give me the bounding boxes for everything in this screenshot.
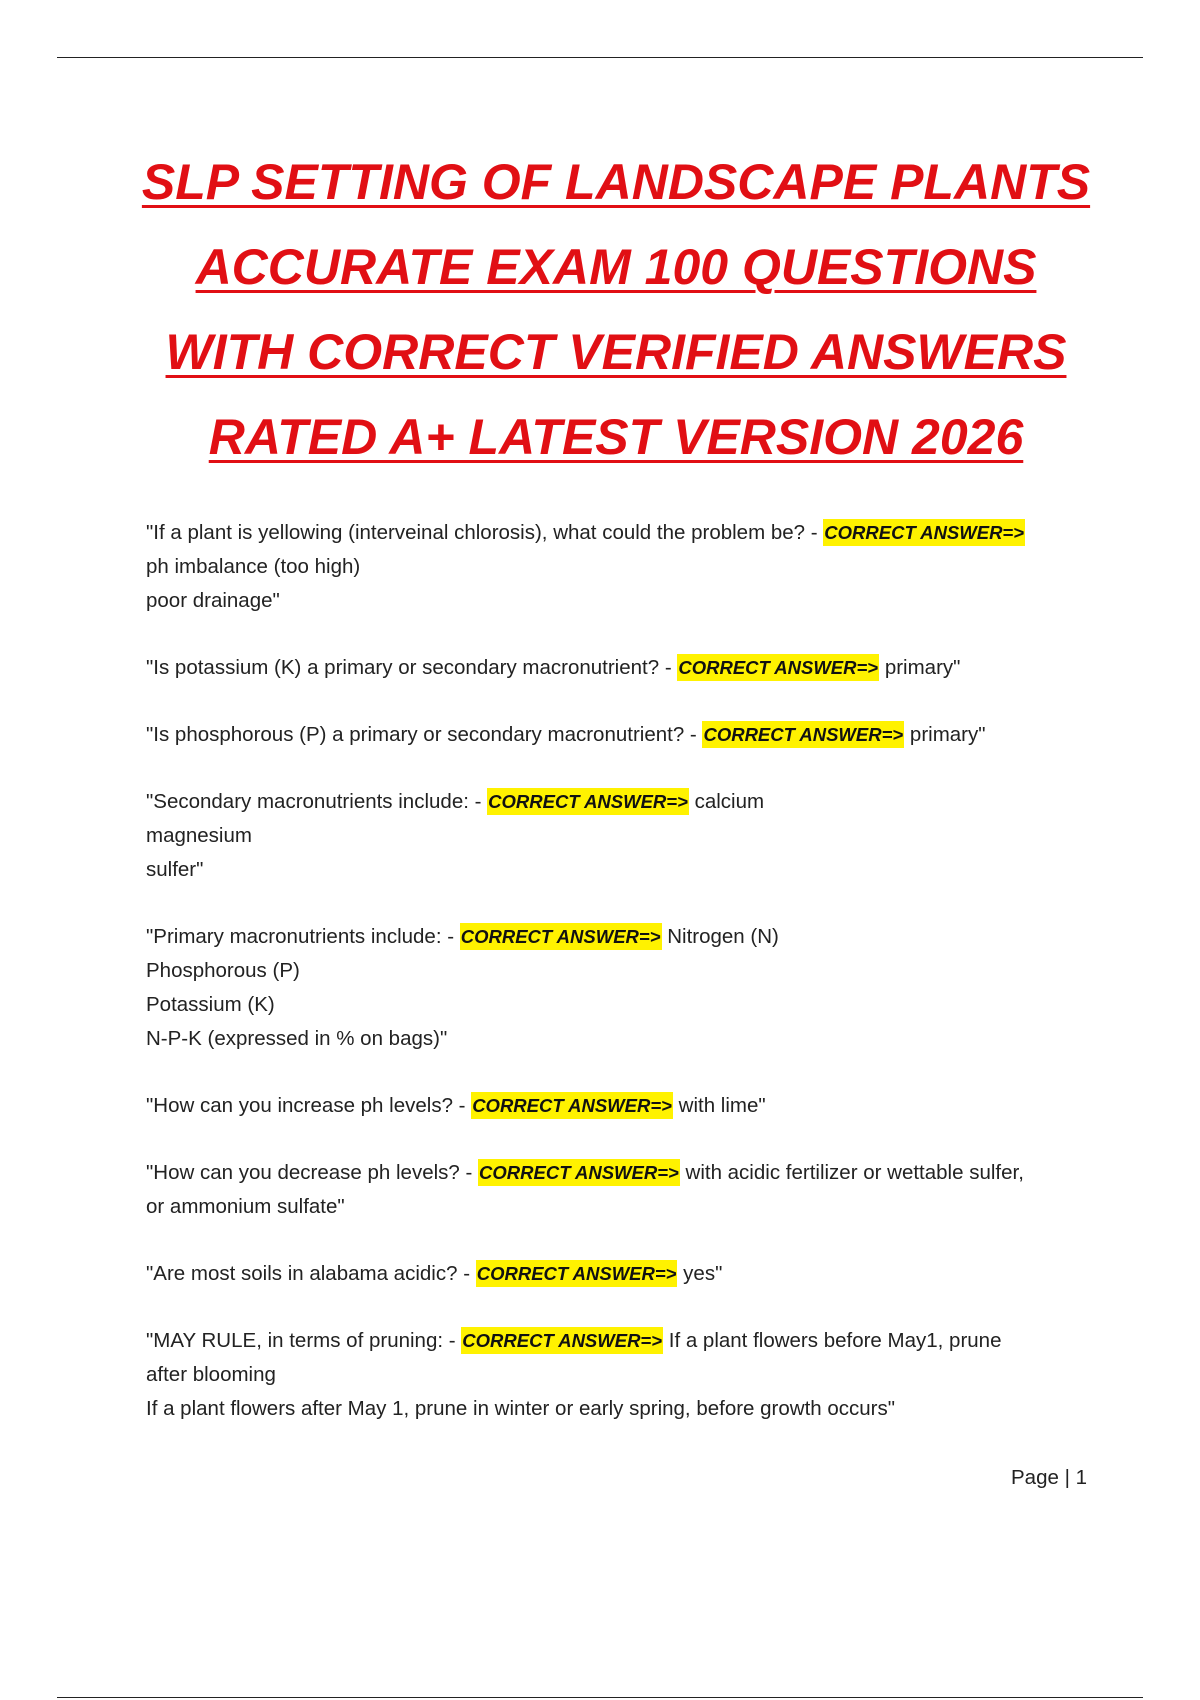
correct-answer-label: CORRECT ANSWER=> (702, 721, 904, 748)
question-text: "MAY RULE, in terms of pruning: - (146, 1329, 462, 1352)
question-item (146, 785, 1096, 887)
question-line (146, 1257, 1096, 1291)
answer-line: after blooming (146, 1363, 276, 1386)
correct-answer-label: CORRECT ANSWER=> (460, 923, 662, 950)
question-text: "If a plant is yellowing (interveinal chlorosis), what could the problem be? - (146, 521, 824, 544)
question-line (146, 785, 1096, 819)
answer-text: Nitrogen (N) (661, 925, 779, 948)
correct-answer-label: CORRECT ANSWER=> (478, 1159, 680, 1186)
title-line: RATED A+ LATEST VERSION 2026 (208, 409, 1024, 465)
correct-answer-label: CORRECT ANSWER=> (677, 654, 879, 681)
question-item (146, 1089, 1096, 1123)
question-item (146, 1324, 1096, 1426)
question-line (146, 1324, 1096, 1358)
title-line: SLP SETTING OF LANDSCAPE PLANTS (141, 154, 1091, 210)
question-line (146, 651, 1096, 685)
question-text: "Primary macronutrients include: - (146, 925, 460, 948)
question-text: "Is phosphorous (P) a primary or secondary macronutrient? - (146, 723, 703, 746)
document-title (80, 140, 1152, 480)
answer-text: with lime" (672, 1094, 766, 1117)
question-line (146, 516, 1096, 550)
question-text: "Is potassium (K) a primary or secondary macronutrient? - (146, 656, 678, 679)
question-text: "How can you decrease ph levels? - (146, 1161, 479, 1184)
question-line (146, 718, 1096, 752)
answer-line: Phosphorous (P) (146, 959, 300, 982)
answer-line: poor drainage" (146, 589, 280, 612)
page-number: Page | 1 (1011, 1466, 1087, 1489)
footer-rule (57, 1697, 1143, 1698)
question-line (146, 1156, 1096, 1190)
question-item (146, 718, 1096, 752)
correct-answer-label: CORRECT ANSWER=> (476, 1260, 678, 1287)
answer-line: ph imbalance (too high) (146, 555, 361, 578)
answer-text: calcium (688, 790, 765, 813)
answer-text: with acidic fertilizer or wettable sulfer, (679, 1161, 1024, 1184)
question-item (146, 651, 1096, 685)
answer-text: primary" (904, 723, 986, 746)
title-line: WITH CORRECT VERIFIED ANSWERS (165, 324, 1067, 380)
question-line (146, 920, 1096, 954)
correct-answer-label: CORRECT ANSWER=> (471, 1092, 673, 1119)
question-item (146, 920, 1096, 1056)
question-list (146, 516, 1096, 1459)
question-text: "How can you increase ph levels? - (146, 1094, 472, 1117)
answer-line: N-P-K (expressed in % on bags)" (146, 1027, 448, 1050)
answer-text: If a plant flowers before May1, prune (663, 1329, 1002, 1352)
question-item (146, 516, 1096, 618)
question-item (146, 1156, 1096, 1224)
correct-answer-label: CORRECT ANSWER=> (487, 788, 689, 815)
answer-line: magnesium (146, 824, 252, 847)
header-rule (57, 57, 1143, 58)
answer-text: primary" (879, 656, 961, 679)
answer-line: Potassium (K) (146, 993, 275, 1016)
question-text: "Are most soils in alabama acidic? - (146, 1262, 476, 1285)
question-line (146, 1089, 1096, 1123)
title-line: ACCURATE EXAM 100 QUESTIONS (195, 239, 1037, 295)
answer-text: yes" (677, 1262, 723, 1285)
correct-answer-label: CORRECT ANSWER=> (461, 1327, 663, 1354)
correct-answer-label: CORRECT ANSWER=> (823, 519, 1025, 546)
answer-line: sulfer" (146, 858, 204, 881)
question-item (146, 1257, 1096, 1291)
answer-line: If a plant flowers after May 1, prune in winter or early spring, before growth occurs" (146, 1397, 896, 1420)
answer-line: or ammonium sulfate" (146, 1195, 345, 1218)
question-text: "Secondary macronutrients include: - (146, 790, 488, 813)
